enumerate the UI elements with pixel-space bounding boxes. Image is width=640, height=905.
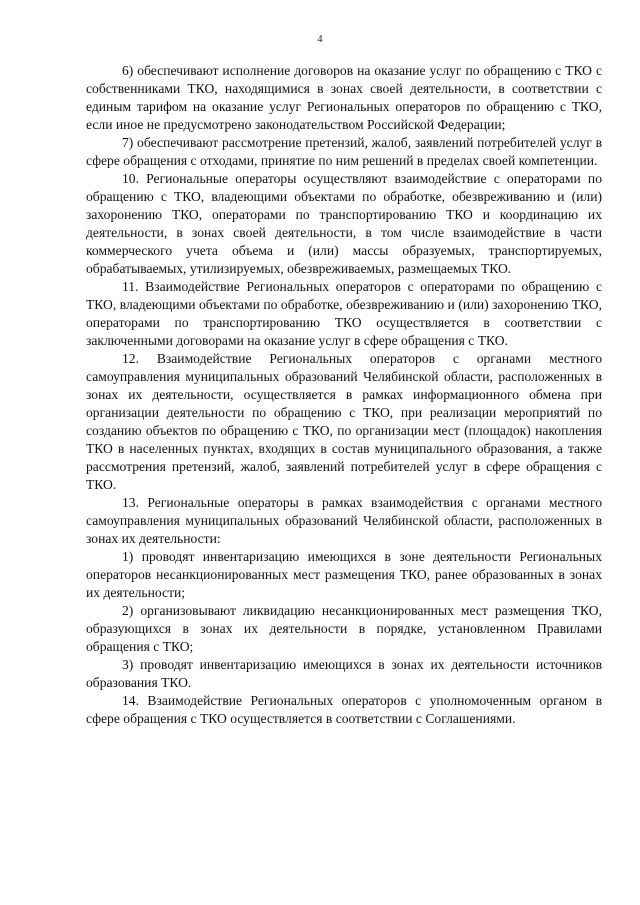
paragraph-section-10: 10. Региональные операторы осуществляют взаимодействие с операторами по обращению с ТКО, владеющими объектами по обработке, обезвреживанию и (или) захоронению ТКО, операторами по транспортированию ТКО и координацию их деятельности, в зонах своей деятельности, в том числе взаимодействие в части коммерческого учета объема и (или) массы образуемых, транспортируемых, обрабатываемых, утилизируемых, обезвреживаемых, размещаемых ТКО. bbox=[86, 171, 602, 276]
paragraph-section-13: 13. Региональные операторы в рамках взаимодействия с органами местного самоуправления муниципальных образований Челябинской области, расположенных в зонах их деятельности: bbox=[86, 495, 602, 546]
paragraph-section-11: 11. Взаимодействие Региональных операторов с операторами по обращению с ТКО, владеющими объектами по обработке, обезвреживанию и (или) захоронению ТКО, операторами по транспортированию ТКО осуществляется в соответствии с заключенными договорами на оказание услуг в сфере обращения с ТКО. bbox=[86, 279, 602, 348]
paragraph-item-6: 6) обеспечивают исполнение договоров на оказание услуг по обращению с ТКО с собственниками ТКО, находящимися в зонах своей деятельности, в соответствии с единым тарифом на оказание услуг Региональных операторов по обращению с ТКО, если иное не предусмотрено законодательством Российской Федерации; bbox=[86, 63, 602, 132]
paragraph-13-item-2: 2) организовывают ликвидацию несанкционированных мест размещения ТКО, образующихся в зонах их деятельности в порядке, установленном Правилами обращения с ТКО; bbox=[86, 603, 602, 654]
paragraph-13-item-3: 3) проводят инвентаризацию имеющихся в зонах их деятельности источников образования ТКО. bbox=[86, 657, 602, 690]
paragraph-13-item-1: 1) проводят инвентаризацию имеющихся в зоне деятельности Региональных операторов несанкционированных мест размещения ТКО, ранее образованных в зонах их деятельности; bbox=[86, 549, 602, 600]
paragraph-section-14: 14. Взаимодействие Региональных операторов с уполномоченным органом в сфере обращения с ТКО осуществляется в соответствии с Соглашениями. bbox=[86, 693, 602, 726]
page-number: 4 bbox=[317, 34, 323, 45]
paragraph-item-7: 7) обеспечивают рассмотрение претензий, жалоб, заявлений потребителей услуг в сфере обращения с отходами, принятие по ним решений в пределах своей компетенции. bbox=[86, 135, 602, 168]
document-body bbox=[86, 62, 602, 728]
paragraph-section-12: 12. Взаимодействие Региональных операторов с органами местного самоуправления муниципальных образований Челябинской области, расположенных в зонах их деятельности, осуществляется в рамках информационного обмена при организации деятельности по обращению с ТКО, при реализации мероприятий по созданию объектов по обращению с ТКО, по организации мест (площадок) накопления ТКО в населенных пунктах, входящих в состав муниципального образования, а также рассмотрения претензий, жалоб, заявлений потребителей услуг в сфере обращения с ТКО. bbox=[86, 351, 602, 492]
